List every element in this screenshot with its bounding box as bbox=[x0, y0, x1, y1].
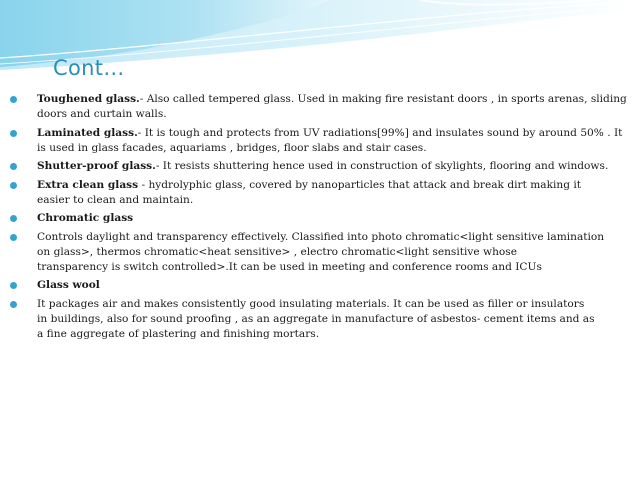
bullet-dot-icon bbox=[10, 215, 17, 222]
bullet-term: Extra clean glass bbox=[37, 178, 139, 191]
bullet-dot-icon bbox=[10, 282, 17, 289]
bullet-dot-icon bbox=[10, 130, 17, 137]
bullet-dot-icon bbox=[10, 182, 17, 189]
bullet-glass-wool bbox=[8, 278, 630, 293]
bullet-text: - It resists shuttering hence used in construction of skylights, flooring and windows. bbox=[155, 160, 609, 173]
bullet-text: Controls daylight and transparency effectively. Classified into photo chromatic<light sensitive lamination bbox=[37, 230, 605, 243]
bullet-text: is used in glass facades, aquariams , bridges, floor slabs and stair cases. bbox=[37, 141, 427, 154]
bullet-text: - hydrolyphic glass, covered by nanoparticles that attack and break dirt making it bbox=[138, 178, 581, 191]
bullet-list bbox=[8, 92, 630, 346]
bullet-chromatic-glass bbox=[8, 211, 630, 226]
bullet-text: It packages air and makes consistently good insulating materials. It can be used as filler or insulators bbox=[37, 297, 585, 310]
bullet-term: Chromatic glass bbox=[37, 212, 134, 225]
bullet-text: easier to clean and maintain. bbox=[37, 193, 194, 206]
bullet-text: in buildings, also for sound proofing , as an aggregate in manufacture of asbestos- cement items and as bbox=[37, 312, 595, 325]
bullet-dot-icon bbox=[10, 96, 17, 103]
bullet-text: doors and curtain walls. bbox=[37, 108, 167, 121]
bullet-glass-wool-description bbox=[8, 297, 630, 343]
bullet-dot-icon bbox=[10, 301, 17, 308]
bullet-term: Toughened glass. bbox=[37, 93, 140, 105]
bullet-toughened-glass bbox=[8, 92, 630, 122]
bullet-chromatic-description bbox=[8, 230, 630, 276]
bullet-term: Laminated glass. bbox=[37, 126, 138, 139]
bullet-text: - It is tough and protects from UV radiations[99%] and insulates sound by around 50% . It bbox=[137, 126, 623, 139]
bullet-text: - Also called tempered glass. Used in making fire resistant doors , in sports arenas, sliding bbox=[139, 93, 627, 105]
slide-title: Cont… bbox=[53, 56, 125, 80]
bullet-text: transparency is switch controlled>.It can be used in meeting and conference rooms and ICUs bbox=[37, 260, 542, 273]
bullet-laminated-glass bbox=[8, 126, 630, 156]
bullet-shutter-proof-glass bbox=[8, 159, 630, 174]
bullet-term: Shutter-proof glass. bbox=[37, 160, 156, 173]
bullet-text: a fine aggregate of plastering and finishing mortars. bbox=[37, 328, 320, 341]
bullet-dot-icon bbox=[10, 163, 17, 170]
bullet-dot-icon bbox=[10, 234, 17, 241]
bullet-text: on glass>, thermos chromatic<heat sensitive> , electro chromatic<light sensitive whose bbox=[37, 245, 517, 258]
bullet-extra-clean-glass bbox=[8, 178, 630, 208]
bullet-term: Glass wool bbox=[37, 279, 100, 292]
